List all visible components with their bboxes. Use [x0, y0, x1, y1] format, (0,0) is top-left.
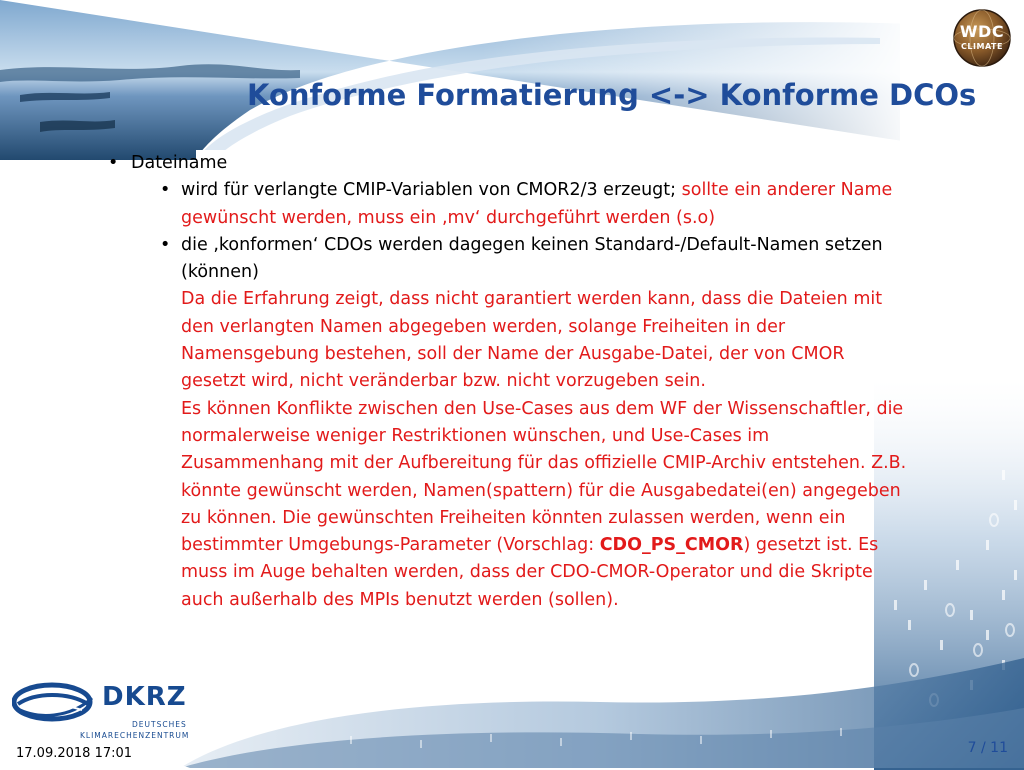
- note-2-end-text: ) gesetzt ist. Es muss im Auge behalten werden, dass der CDO-CMOR-Operator und die Skripte auch außerhalb des MPIs benutzt werden (sollen).: [181, 535, 879, 610]
- sub-bullet-text: wird für verlangte CMIP-Variablen von CMOR2/3 erzeugt;: [181, 180, 682, 201]
- sub-bullet-highlight-text: sollte ein anderer Name gewünscht werden, muss ein ‚mv‘ durchgeführt werden (s.o): [181, 180, 893, 228]
- sub-bullet-note-2: [181, 396, 908, 614]
- dkrz-logo-subtext-1: DEUTSCHES: [132, 720, 187, 729]
- wdc-logo-text: WDC: [959, 22, 1005, 41]
- sub-bullet-item: [108, 177, 908, 232]
- sub-bullet-text: die ‚konformen‘ CDOs werden dagegen keinen Standard-/Default-Namen setzen (können): [181, 234, 883, 283]
- dkrz-logo: [12, 676, 190, 746]
- bullet-dot-icon: •: [108, 153, 119, 173]
- bullet-item: [108, 150, 908, 177]
- wdc-climate-logo: [948, 8, 1016, 68]
- dkrz-emblem-icon: [12, 678, 98, 728]
- footer-datetime: 17.09.2018 17:01: [16, 746, 133, 761]
- sub-bullet-item: [108, 232, 908, 614]
- page-number: 7 / 11: [967, 740, 1008, 756]
- env-parameter-name: CDO_PS_CMOR: [599, 535, 744, 556]
- slide-title: Konforme Formatierung <-> Konforme DCOs: [247, 78, 977, 112]
- bullet-dot-icon: •: [160, 234, 171, 255]
- wdc-logo-subtext: CLIMATE: [961, 42, 1003, 51]
- dkrz-logo-text: DKRZ: [102, 682, 187, 712]
- bullet-dot-icon: •: [160, 180, 171, 201]
- bullet-text: Dateiname: [131, 153, 228, 173]
- sub-bullet-note-1: Da die Erfahrung zeigt, dass nicht garantiert werden kann, dass die Dateien mit den verlangten Namen abgegeben werden, solange Freiheiten in der Namensgebung bestehen, soll der Name der Ausgabe-Datei, der von CMOR gesetzt wird, nicht veränderbar bzw. nicht vorzugeben sein.: [181, 289, 883, 392]
- note-2-text: Es können Konflikte zwischen den Use-Cases aus dem WF der Wissenschaftler, die normalerweise weniger Restriktionen wünschen, und Use-Cases im Zusammenhang mit der Aufbereitung für das offizielle CMIP-Archiv entstehen. Z.B. könnte gewünscht werden, Namen(spattern) für die Ausgabedatei(en) angegeben zu können. Die gewünschten Freiheiten könnten zulassen werden, wenn ein bestimmter Umgebungs-Parameter (Vorschlag:: [181, 398, 907, 556]
- dkrz-logo-subtext-2: KLIMARECHENZENTRUM: [80, 731, 190, 740]
- slide-content: [108, 150, 908, 614]
